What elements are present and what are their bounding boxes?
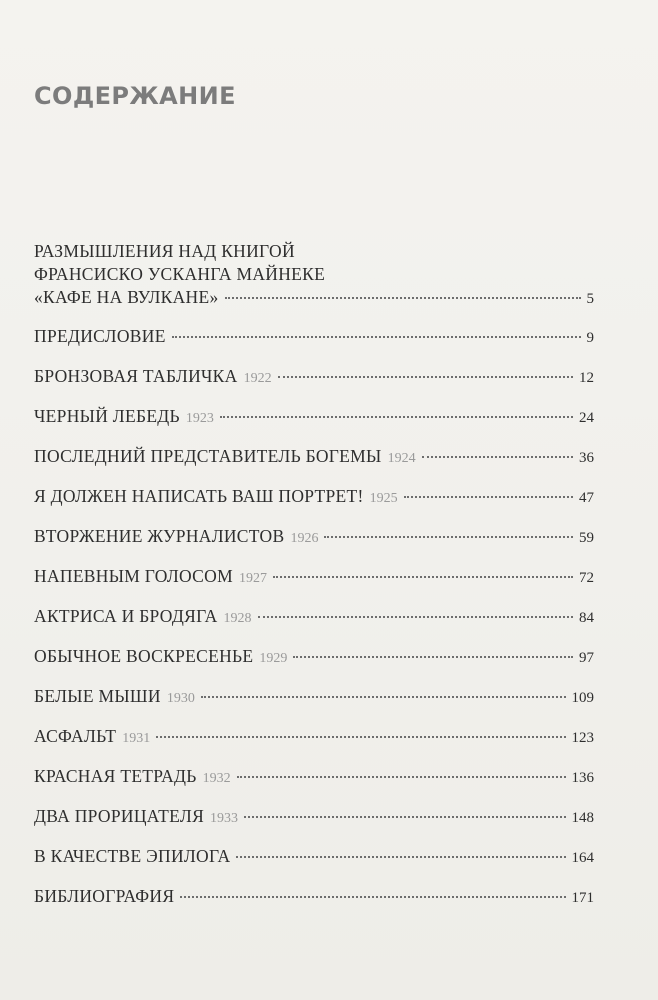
toc-entry-year: 1922: [243, 371, 272, 386]
toc-entry-year: 1923: [185, 411, 214, 426]
table-of-contents: [34, 240, 594, 908]
toc-entry-row: [34, 685, 594, 708]
toc-entry-title: БЕЛЫЕ МЫШИ: [34, 686, 161, 706]
page-title: СОДЕРЖАНИЕ: [34, 82, 236, 110]
toc-entry-page-number: 72: [579, 570, 594, 586]
toc-entry-year: 1924: [387, 451, 416, 466]
toc-entry-page-number: 12: [579, 370, 594, 386]
toc-entry-row: [34, 485, 594, 508]
toc-entry-row: [34, 845, 594, 868]
toc-entry: [34, 645, 594, 668]
toc-entry-title: Я ДОЛЖЕН НАПИСАТЬ ВАШ ПОРТРЕТ!: [34, 486, 364, 506]
toc-entry-title: ВТОРЖЕНИЕ ЖУРНАЛИСТОВ: [34, 526, 285, 546]
toc-entry-row: [34, 605, 594, 628]
toc-entry-year: 1932: [202, 771, 231, 786]
dot-leader: [237, 776, 566, 778]
toc-entry-title: КРАСНАЯ ТЕТРАДЬ: [34, 766, 197, 786]
toc-entry-page-number: 24: [579, 410, 594, 426]
toc-entry: [34, 365, 594, 388]
toc-entry-page-number: 109: [571, 690, 594, 706]
toc-entry: [34, 685, 594, 708]
dot-leader: [236, 856, 565, 858]
toc-entry: [34, 325, 594, 348]
toc-entry-row: [34, 645, 594, 668]
toc-entry-title: БИБЛИОГРАФИЯ: [34, 886, 175, 906]
toc-entry-page-number: 47: [579, 490, 594, 506]
toc-entry-page-number: 9: [586, 330, 594, 346]
toc-entry-row: [34, 765, 594, 788]
dot-leader: [225, 297, 581, 299]
toc-entry-page-number: 59: [579, 530, 594, 546]
toc-entry-page-number: 136: [571, 770, 594, 786]
toc-entry-row: [34, 805, 594, 828]
toc-entry-row: [34, 405, 594, 428]
toc-entry-year: 1928: [223, 611, 252, 626]
toc-entry-row: [34, 885, 594, 908]
dot-leader: [244, 816, 565, 818]
toc-entry-page-number: 123: [571, 730, 594, 746]
toc-entry: [34, 765, 594, 788]
toc-entry-year: 1925: [369, 491, 398, 506]
toc-entry-page-number: 36: [579, 450, 594, 466]
toc-entry-title: БРОНЗОВАЯ ТАБЛИЧКА: [34, 366, 238, 386]
dot-leader: [404, 496, 573, 498]
toc-entry-year: 1933: [210, 811, 239, 826]
toc-entry-row: [34, 525, 594, 548]
toc-entry-year: 1930: [166, 691, 195, 706]
toc-entry-page-number: 97: [579, 650, 594, 666]
toc-entry-page-number: 148: [571, 810, 594, 826]
toc-entry-title-text: ФРАНСИСКО УСКАНГА МАЙНЕКЕ: [34, 264, 326, 284]
dot-leader: [220, 416, 573, 418]
toc-entry: [34, 405, 594, 428]
toc-entry-year: 1926: [290, 531, 319, 546]
toc-entry-title-text: РАЗМЫШЛЕНИЯ НАД КНИГОЙ: [34, 241, 295, 261]
toc-entry: [34, 885, 594, 908]
toc-entry-title: «КАФЕ НА ВУЛКАНЕ»: [34, 287, 219, 307]
toc-entry-page-number: 5: [586, 291, 594, 307]
toc-entry: [34, 805, 594, 828]
toc-entry: [34, 485, 594, 508]
toc-entry-year: 1931: [122, 731, 151, 746]
dot-leader: [278, 376, 573, 378]
toc-entry-year: 1927: [238, 571, 267, 586]
dot-leader: [273, 576, 573, 578]
toc-entry-row: [34, 365, 594, 388]
toc-entry-row: [34, 725, 594, 748]
toc-entry-page-number: 84: [579, 610, 594, 626]
toc-entry-title: ПОСЛЕДНИЙ ПРЕДСТАВИТЕЛЬ БОГЕМЫ: [34, 446, 382, 466]
toc-entry-row: [34, 445, 594, 468]
toc-entry: [34, 445, 594, 468]
toc-entry-page-number: 164: [571, 850, 594, 866]
dot-leader: [172, 336, 581, 338]
dot-leader: [258, 616, 573, 618]
toc-entry-page-number: 171: [571, 890, 594, 906]
toc-entry-year: 1929: [259, 651, 288, 666]
dot-leader: [201, 696, 566, 698]
toc-entry: [34, 845, 594, 868]
toc-entry-title: ОБЫЧНОЕ ВОСКРЕСЕНЬЕ: [34, 646, 254, 666]
toc-entry: [34, 725, 594, 748]
dot-leader: [422, 456, 573, 458]
toc-entry: [34, 240, 594, 309]
toc-entry: [34, 525, 594, 548]
toc-entry-title: АКТРИСА И БРОДЯГА: [34, 606, 218, 626]
toc-entry-title-line: [34, 240, 594, 263]
toc-entry-row: [34, 325, 594, 348]
toc-entry-row: [34, 565, 594, 588]
dot-leader: [156, 736, 565, 738]
dot-leader: [293, 656, 573, 658]
toc-entry: [34, 605, 594, 628]
toc-entry-title: ДВА ПРОРИЦАТЕЛЯ: [34, 806, 205, 826]
toc-entry: [34, 565, 594, 588]
toc-entry-title: ЧЕРНЫЙ ЛЕБЕДЬ: [34, 406, 180, 426]
toc-entry-row: [34, 286, 594, 309]
toc-entry-title-line: [34, 263, 594, 286]
toc-entry-title: НАПЕВНЫМ ГОЛОСОМ: [34, 566, 233, 586]
toc-entry-title: В КАЧЕСТВЕ ЭПИЛОГА: [34, 846, 231, 866]
toc-entry-title: ПРЕДИСЛОВИЕ: [34, 326, 166, 346]
dot-leader: [324, 536, 573, 538]
toc-entry-title: АСФАЛЬТ: [34, 726, 117, 746]
dot-leader: [180, 896, 565, 898]
